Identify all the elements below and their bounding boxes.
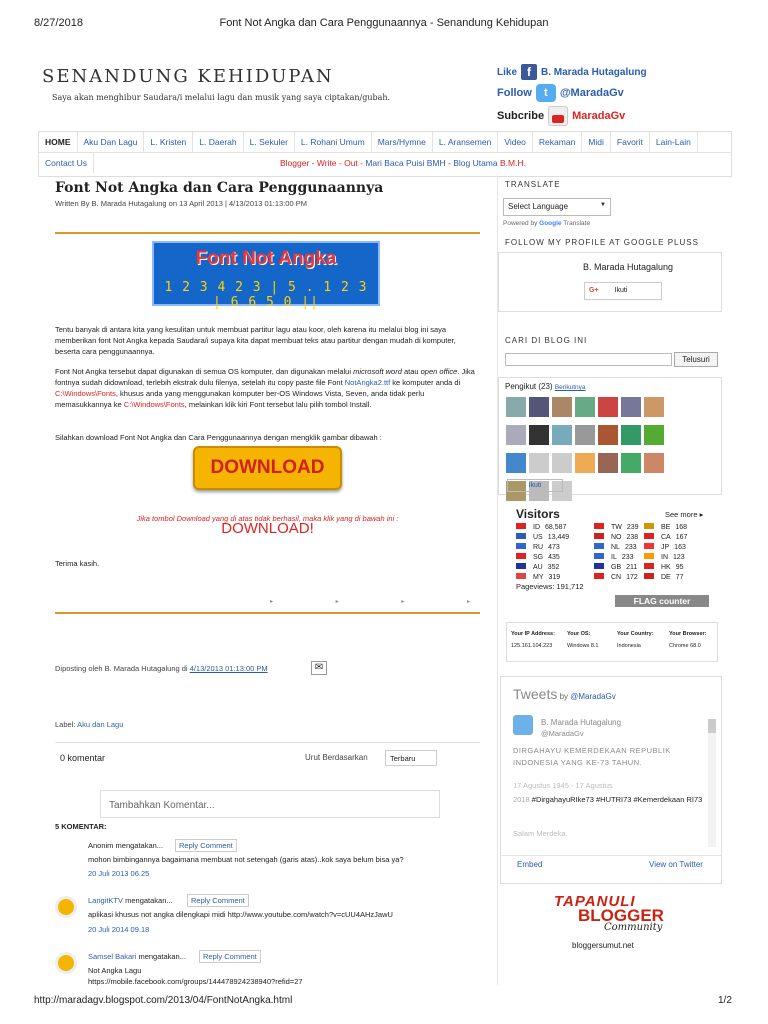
tweet-more: Salam Merdeka. xyxy=(513,829,568,838)
tweet-author-name[interactable]: B. Marada Hutagalung xyxy=(541,718,622,727)
follower-avatar[interactable] xyxy=(644,397,664,417)
ip-label: Your IP Address: xyxy=(511,631,555,637)
nav-item-lain-lain[interactable]: Lain-Lain xyxy=(650,132,698,152)
google-plus-profile-card xyxy=(498,252,722,312)
visitor-country-row xyxy=(594,563,639,573)
country-flag-icon xyxy=(516,563,526,569)
main-navigation xyxy=(38,131,732,177)
comment-2-header: LangitKTV mengatakan... xyxy=(88,896,173,905)
country-flag-icon xyxy=(516,573,526,579)
country-visitor-count: 123 xyxy=(673,554,685,561)
country-code: MY xyxy=(533,574,544,581)
timeline-scrollbar[interactable] xyxy=(708,719,716,847)
follower-avatar[interactable] xyxy=(506,425,526,445)
timeline-divider xyxy=(501,855,721,856)
tweets-title: Tweets by @MaradaGv xyxy=(513,686,616,702)
youtube-icon xyxy=(548,106,568,126)
youtube-subscribe-row[interactable] xyxy=(497,106,625,126)
ip-value: 125.161.104.223 xyxy=(511,643,553,649)
nav-item-l-daerah[interactable]: L. Daerah xyxy=(193,132,243,152)
powered-by-google: Powered by Google Translate xyxy=(503,220,591,227)
country-code: BE xyxy=(661,524,671,531)
follower-avatar[interactable] xyxy=(506,453,526,473)
country-visitor-count: 352 xyxy=(547,564,560,571)
country-visitor-count: 211 xyxy=(626,564,638,571)
country-visitor-count: 239 xyxy=(626,524,639,531)
visitor-country-row xyxy=(516,563,569,573)
os-label: Your OS: xyxy=(567,631,591,637)
tweet-dates: 17 Agustus 1945 - 17 Agustus xyxy=(513,781,613,790)
followers-widget xyxy=(498,377,722,495)
follower-avatar[interactable] xyxy=(575,425,595,445)
post-divider xyxy=(55,232,480,234)
country-code: CA xyxy=(661,534,671,541)
post-footer: Diposting oleh B. Marada Hutagalung di 4/13/2013 01:13:00 PM xyxy=(55,664,268,673)
follower-avatar[interactable] xyxy=(598,425,618,445)
print-page-number: 1/2 xyxy=(718,995,732,1006)
country-code: AU xyxy=(533,564,543,571)
comment-author[interactable]: Samsel Bakari xyxy=(88,952,137,961)
subscribe-name: MaradaGv xyxy=(572,110,626,122)
country-code: GB xyxy=(611,564,622,571)
twitter-icon: t xyxy=(536,84,556,102)
print-doc-title: Font Not Angka dan Cara Penggunaannya - Senandung Kehidupan xyxy=(219,17,549,29)
follower-avatar[interactable] xyxy=(575,453,595,473)
country-label: Your Country: xyxy=(617,631,654,637)
country-code: DE xyxy=(661,574,671,581)
blog-search-input[interactable] xyxy=(505,353,672,366)
comments-header: 5 KOMENTAR: xyxy=(55,822,107,831)
post-title: Font Not Angka dan Cara Penggunaannya xyxy=(55,180,384,196)
download-alt-note: Jika tombol Download yang di atas tidak berhasil, maka klik yang di bawah ini : xyxy=(136,514,399,523)
search-heading: CARI DI BLOG INI xyxy=(505,336,588,345)
country-visitor-count: 435 xyxy=(548,554,560,561)
email-post-icon[interactable]: ✉ xyxy=(311,661,327,675)
country-flag-icon xyxy=(516,523,526,529)
follower-avatar[interactable] xyxy=(644,425,664,445)
comment-2-text: aplikasi khusus not angka dilengkapi midi http://www.youtube.com/watch?v=cUU4AHzJawU xyxy=(88,910,393,919)
notangka-file-link[interactable]: NotAngka2.ttf xyxy=(344,378,391,387)
country-flag-icon xyxy=(516,553,526,559)
comment-1-text: mohon bimbingannya bagaimana membuat not setengah (garis atas)..kok saya belum bisa ya? xyxy=(88,855,404,864)
comment-2-date[interactable]: 20 Juli 2014 09.18 xyxy=(88,925,150,934)
country-flag-icon xyxy=(644,573,654,579)
follower-avatar[interactable] xyxy=(529,453,549,473)
followers-title: Pengikut (23) Berikutnya xyxy=(505,382,586,391)
country-code: HK xyxy=(661,564,671,571)
country-code: ID xyxy=(533,524,540,531)
browser-label: Your Browser: xyxy=(669,631,707,637)
country-visitor-count: 13,449 xyxy=(547,534,570,541)
country-visitor-count: 77 xyxy=(675,574,684,581)
visitors-title: Visitors xyxy=(516,507,560,521)
comments-divider xyxy=(55,742,480,743)
country-flag-icon xyxy=(644,563,654,569)
visitor-info-widget xyxy=(506,622,718,662)
post-paragraph-2: Font Not Angka tersebut dapat digunakan di semua OS komputer, dan digunakan melalui microsoft word atau open office. Jika fontnya sudah didownload, terlebih ekstrak dulu filenya, setelah itu copy paste file Font NotAngka2.ttf ke komputer anda di C:\Windows\Fonts, khusus anda yang menggunakan komputer ber-OS Windows Vista, Seven, anda tidak perlu memasukkannya ke C:\Windows\Fonts, melainkan klik kiri Font tersebut lalu pilih tombol Install. xyxy=(55,367,475,409)
country-code: TW xyxy=(611,524,622,531)
nav-item-home[interactable]: HOME xyxy=(39,132,78,152)
country-visitor-count: 172 xyxy=(626,574,638,581)
tweet-hashtags: 2018 #DirgahayuRIke73 #HUTRI73 #Kemerdekaan RI73 xyxy=(513,795,703,804)
facebook-icon: f xyxy=(521,64,537,80)
see-more-link[interactable]: See more ▸ xyxy=(665,510,704,519)
visitor-country-row xyxy=(644,563,687,573)
follower-avatar[interactable] xyxy=(575,397,595,417)
post-timestamp-link[interactable]: 4/13/2013 01:13:00 PM xyxy=(189,664,268,673)
follower-avatar[interactable] xyxy=(621,397,641,417)
subscribe-label: Subcribe xyxy=(497,110,545,122)
follower-avatar[interactable] xyxy=(529,397,549,417)
tweet-author-avatar xyxy=(513,715,533,735)
country-flag-icon xyxy=(644,553,654,559)
country-code: SG xyxy=(533,554,544,561)
visitor-country-row xyxy=(644,553,687,563)
language-select[interactable]: Select Language ▼ xyxy=(503,198,611,216)
follower-avatar[interactable] xyxy=(621,453,641,473)
comment-count: 0 komentar xyxy=(60,753,106,763)
marquee-part-2: Mari Baca Puisi BMH - Blog Utama xyxy=(365,158,500,168)
reply-comment-button[interactable]: Reply Comment xyxy=(187,894,249,907)
visitors-col-1 xyxy=(516,523,569,583)
share-button[interactable]: ▸ xyxy=(401,599,405,605)
twitter-timeline-widget xyxy=(500,676,722,884)
share-button[interactable]: ▸ xyxy=(270,599,274,605)
comment-1-date[interactable]: 20 Juli 2013 06.25 xyxy=(88,869,150,878)
country-value: Indonesia xyxy=(617,643,641,649)
nav-item-aku-dan-lagu[interactable]: Aku Dan Lagu xyxy=(78,132,145,152)
country-flag-icon xyxy=(594,563,604,569)
visitors-col-3 xyxy=(644,523,687,583)
nav-item-mars-hymne[interactable]: Mars/Hymne xyxy=(372,132,433,152)
country-visitor-count: 233 xyxy=(621,554,634,561)
font-not-angka-banner xyxy=(152,241,380,310)
country-visitor-count: 473 xyxy=(548,544,560,551)
visitor-country-row xyxy=(594,573,639,583)
add-comment-input[interactable]: Tambahkan Komentar... xyxy=(100,790,440,818)
country-visitor-count: 68,587 xyxy=(545,524,567,531)
nav-item-video[interactable]: Video xyxy=(498,132,533,152)
visitor-country-row xyxy=(516,553,569,563)
download-alt-link[interactable]: DOWNLOAD! xyxy=(221,520,314,537)
banner-notes: 1 2 3 4 2 3 | 5 . 1 2 3 | 6 6 5 0 || xyxy=(164,280,368,310)
country-flag-icon xyxy=(644,533,654,539)
tweet-author-handle[interactable]: @MaradaGv xyxy=(541,729,584,738)
followers-next-link[interactable]: Berikutnya xyxy=(554,384,586,391)
country-flag-icon xyxy=(516,533,526,539)
follower-avatar[interactable] xyxy=(644,453,664,473)
visitor-country-row xyxy=(516,543,569,553)
follower-avatar[interactable] xyxy=(529,425,549,445)
country-visitor-count: 95 xyxy=(675,564,684,571)
post-byline: Written By B. Marada Hutagalung on 13 April 2013 | 4/13/2013 01:13:00 PM xyxy=(55,199,307,208)
post-footer-divider xyxy=(55,612,480,614)
visitor-country-row xyxy=(594,523,639,533)
badge-caption[interactable]: bloggersumut.net xyxy=(572,941,634,950)
visitor-country-row xyxy=(644,533,687,543)
country-visitor-count: 319 xyxy=(548,574,561,581)
follower-avatar[interactable] xyxy=(552,425,572,445)
follower-avatar[interactable] xyxy=(552,453,572,473)
country-flag-icon xyxy=(594,533,604,539)
nav-item-l-sekuler[interactable]: L. Sekuler xyxy=(244,132,295,152)
country-flag-icon xyxy=(644,543,654,549)
like-name: B. Marada Hutagalung xyxy=(541,66,647,78)
visitor-country-row xyxy=(516,523,569,533)
print-date: 8/27/2018 xyxy=(34,17,83,29)
download-button[interactable]: DOWNLOAD xyxy=(193,446,342,490)
visitor-country-row xyxy=(594,553,639,563)
country-visitor-count: 238 xyxy=(626,534,639,541)
nav-item-contact-us[interactable]: Contact Us xyxy=(39,153,94,173)
country-code: IL xyxy=(611,554,617,561)
follow-label: Follow xyxy=(497,87,532,99)
country-flag-icon xyxy=(594,523,604,529)
reply-comment-button[interactable]: Reply Comment xyxy=(175,839,237,852)
nav-item-l-aransemen[interactable]: L. Aransemen xyxy=(433,132,498,152)
view-on-twitter-link[interactable]: View on Twitter xyxy=(649,860,703,869)
country-visitor-count: 168 xyxy=(675,524,688,531)
marquee-part-1: Blogger - Write - Out - xyxy=(280,158,366,168)
translate-heading: TRANSLATE xyxy=(505,180,561,189)
marquee-part-3: B.M.H. xyxy=(499,158,526,168)
pageviews: Pageviews: 191,712 xyxy=(516,582,584,591)
visitors-col-2 xyxy=(594,523,639,583)
country-visitor-count: 233 xyxy=(624,544,637,551)
nav-item-favorit[interactable]: Favorit xyxy=(611,132,650,152)
tapanuli-blogger-badge[interactable]: TAPANULI BLOGGER Community xyxy=(554,893,664,933)
embed-link[interactable]: Embed xyxy=(517,860,543,869)
country-code: RU xyxy=(533,544,544,551)
country-code: NL xyxy=(611,544,620,551)
country-flag-icon xyxy=(594,553,604,559)
country-flag-icon xyxy=(594,573,604,579)
post-paragraph-1: Tentu banyak di antara kita yang kesulitan untuk membuat partitur lagu atau koor, oleh karena itu melalui blog ini saya memberikan font Not Angka kepada Saudara/i supaya kita dapat membuat teks atau partitur dengan mudah di komputer, beserta cara penggunaannya. xyxy=(55,325,456,356)
follow-profile-heading: FOLLOW MY PROFILE AT GOOGLE PLUSS xyxy=(505,238,699,247)
comment-3-link[interactable]: https://mobile.facebook.com/groups/144478924238940?refid=27 xyxy=(88,977,303,986)
banner-title: Font Not Angka xyxy=(195,248,337,269)
follower-avatar[interactable] xyxy=(598,397,618,417)
flag-counter-logo: FLAG counter xyxy=(615,595,709,607)
comment-3-text: Not Angka Lagu xyxy=(88,966,142,975)
visitor-country-row xyxy=(594,533,639,543)
browser-value: Chrome 68.0 xyxy=(669,643,701,649)
sort-label: Urut Berdasarkan xyxy=(305,753,368,762)
country-flag-icon xyxy=(594,543,604,549)
nav-item-midi[interactable]: Midi xyxy=(582,132,611,152)
visitor-country-row xyxy=(516,533,569,543)
follower-avatar[interactable] xyxy=(552,397,572,417)
flag-counter-widget[interactable] xyxy=(510,504,710,608)
country-flag-icon xyxy=(644,523,654,529)
tweet-text: DIRGAHAYU KEMERDEKAAN REPUBLIK INDONESIA YANG KE-73 TAHUN. xyxy=(513,746,671,767)
twitter-follow-row[interactable] xyxy=(497,84,624,102)
commenter-avatar xyxy=(55,952,77,974)
os-value: Windows 8.1 xyxy=(567,643,599,649)
country-code: US xyxy=(533,534,543,541)
share-button[interactable]: ▸ xyxy=(335,599,339,605)
comment-author[interactable]: LangitKTV xyxy=(88,896,124,905)
country-code: CN xyxy=(611,574,622,581)
country-flag-icon xyxy=(516,543,526,549)
post-paragraph-3: Silahkan download Font Not Angka dan Cara Penggunaannya dengan mengklik gambar dibawah : xyxy=(55,433,382,442)
share-buttons-row xyxy=(270,598,470,605)
blog-title[interactable]: SENANDUNG KEHIDUPAN xyxy=(42,66,334,87)
follower-avatars xyxy=(506,397,686,509)
running-text[interactable] xyxy=(280,158,526,168)
follower-avatar[interactable] xyxy=(506,397,526,417)
nav-item-rekaman[interactable]: Rekaman xyxy=(533,132,582,152)
country-code: JP xyxy=(661,544,670,551)
comment-3-header: Samsel Bakari mengatakan... xyxy=(88,952,186,961)
comment-1-header: Anonim mengatakan... xyxy=(88,841,164,850)
country-visitor-count: 167 xyxy=(675,534,688,541)
blog-description: Saya akan menghibur Saudara/i melalui lagu dan musik yang saya ciptakan/gubah. xyxy=(52,93,391,102)
share-button[interactable]: ▸ xyxy=(466,599,470,605)
country-code: IN xyxy=(661,554,668,561)
follower-avatar[interactable] xyxy=(621,425,641,445)
visitor-country-row xyxy=(644,573,687,583)
comment-author: Anonim xyxy=(88,841,114,850)
sort-select[interactable]: Terbaru xyxy=(385,750,437,766)
print-url[interactable]: http://maradagv.blogspot.com/2013/04/FontNotAngka.html xyxy=(34,995,293,1006)
facebook-like-row[interactable] xyxy=(497,64,647,80)
profile-name[interactable]: B. Marada Hutagalung xyxy=(583,262,674,272)
country-visitor-count: 163 xyxy=(674,544,686,551)
like-label: Like xyxy=(497,66,518,78)
visitor-country-row xyxy=(644,523,687,533)
post-labels: Label: Aku dan Lagu xyxy=(55,720,124,729)
follow-handle: @MaradaGv xyxy=(559,87,624,99)
nav-item-l-rohani-umum[interactable]: L. Rohani Umum xyxy=(295,132,372,152)
search-button[interactable]: Telusuri xyxy=(674,352,718,367)
follower-avatar[interactable] xyxy=(598,453,618,473)
google-plus-follow-button[interactable]: G+ Ikuti xyxy=(584,282,662,300)
visitor-country-row xyxy=(594,543,639,553)
nav-item-l-kristen[interactable]: L. Kristen xyxy=(144,132,193,152)
visitor-country-row xyxy=(644,543,687,553)
reply-comment-button[interactable]: Reply Comment xyxy=(199,950,261,963)
join-followers-button[interactable]: Ikuti xyxy=(507,479,563,492)
country-code: NO xyxy=(611,534,622,541)
post-thanks: Terima kasih. xyxy=(55,559,100,568)
commenter-avatar xyxy=(55,896,77,918)
label-link-aku-dan-lagu[interactable]: Aku dan Lagu xyxy=(77,720,124,729)
